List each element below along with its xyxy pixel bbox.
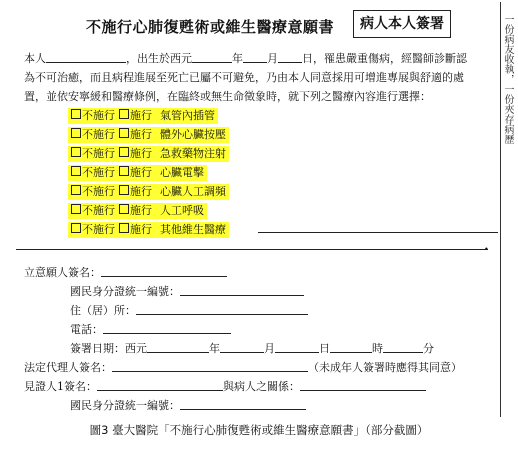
- do-label: 施行: [130, 166, 152, 179]
- intro-line-2: 為不可治癒，而且病程進展至死亡已屬不可避免，乃由本人同意採用可增進專展與舒適的處: [24, 71, 464, 84]
- not-do-label: 不施行: [82, 223, 115, 236]
- agent-note: （未成年人簽署時應得其同意）: [308, 361, 462, 374]
- option-row: [68, 184, 229, 200]
- sign-day-field[interactable]: [275, 341, 319, 353]
- relation-label: 與病人之關係：: [223, 380, 300, 393]
- do-checkbox[interactable]: [119, 204, 129, 214]
- witness-id-label: 國民身分證統一編號：: [70, 399, 180, 412]
- do-checkbox[interactable]: [119, 185, 129, 195]
- not-do-checkbox[interactable]: [71, 147, 81, 157]
- option-row: [68, 222, 229, 238]
- divider-line: [16, 249, 488, 250]
- other-treatment-blank[interactable]: [258, 232, 498, 233]
- treatment-item-label: 心臟電擊: [160, 166, 204, 179]
- do-checkbox[interactable]: [119, 166, 129, 176]
- agent-label: 法定代理人簽名：: [24, 361, 112, 374]
- divider-dot: •: [484, 245, 489, 254]
- intro-text: 日，罹患嚴重傷病，經醫師診斷認: [302, 52, 467, 65]
- sign-minute-field[interactable]: [383, 341, 423, 353]
- do-label: 施行: [130, 185, 152, 198]
- not-do-checkbox[interactable]: [71, 128, 81, 138]
- witness-field[interactable]: [97, 379, 223, 391]
- not-do-label: 不施行: [82, 128, 115, 141]
- not-do-label: 不施行: [82, 204, 115, 217]
- sign-hour-field[interactable]: [330, 341, 372, 353]
- not-do-checkbox[interactable]: [71, 185, 81, 195]
- address-label: 住（居）所：: [70, 304, 136, 317]
- not-do-checkbox[interactable]: [71, 166, 81, 176]
- id-field[interactable]: [180, 284, 304, 296]
- signature-type-box: 病人本人簽署: [353, 10, 451, 38]
- consent-form-document: [16, 2, 501, 417]
- not-do-label: 不施行: [82, 166, 115, 179]
- sign-month-field[interactable]: [220, 341, 264, 353]
- treatment-item-label: 體外心臟按壓: [160, 128, 226, 141]
- treatment-item-label: 心臟人工調頻: [160, 185, 226, 198]
- phone-row: [70, 321, 231, 337]
- id-label: 國民身分證統一編號：: [70, 285, 180, 298]
- option-row: [68, 108, 218, 124]
- intro-line-1: [24, 50, 467, 66]
- not-do-checkbox[interactable]: [71, 109, 81, 119]
- do-label: 施行: [130, 109, 152, 122]
- option-row: [68, 127, 229, 143]
- id-row: [70, 283, 304, 299]
- do-checkbox[interactable]: [119, 109, 129, 119]
- do-label: 施行: [130, 204, 152, 217]
- year-label: 年: [209, 342, 220, 355]
- not-do-label: 不施行: [82, 185, 115, 198]
- intro-text: 本人: [24, 52, 46, 65]
- not-do-checkbox[interactable]: [71, 223, 81, 233]
- witness-id-field[interactable]: [180, 398, 306, 410]
- minute-label: 分: [423, 342, 434, 355]
- agent-row: [24, 359, 462, 375]
- signer-field[interactable]: [101, 265, 227, 277]
- hour-label: 時: [372, 342, 383, 355]
- day-label: 日: [319, 342, 330, 355]
- phone-field[interactable]: [103, 322, 231, 334]
- sign-year-field[interactable]: [147, 341, 209, 353]
- address-row: [70, 302, 308, 318]
- witness-label: 見證人1簽名：: [24, 380, 97, 393]
- date-row: [70, 340, 434, 356]
- figure-caption: 圖3 臺大醫院「不施行心肺復甦術或維生醫療意願書」（部分截圖）: [89, 423, 429, 437]
- do-label: 施行: [130, 223, 152, 236]
- do-label: 施行: [130, 128, 152, 141]
- treatment-item-label: 其他維生醫療: [160, 223, 226, 236]
- form-title: 不施行心肺復甦術或維生醫療意願書: [86, 18, 335, 36]
- agent-field[interactable]: [112, 360, 308, 372]
- intro-line-3: 置，並依安寧緩和醫療條例，在臨終或無生命徵象時，就下列之醫療內容進行選擇：: [24, 90, 431, 103]
- option-row: [68, 203, 207, 219]
- witness-id-row: [70, 397, 306, 413]
- treatment-item-label: 氣管內插管: [160, 109, 215, 122]
- phone-label: 電話：: [70, 323, 103, 336]
- address-field[interactable]: [136, 303, 308, 315]
- witness-row: [24, 378, 426, 394]
- treatment-item-label: 人工呼吸: [160, 204, 204, 217]
- relation-field[interactable]: [300, 379, 426, 391]
- date-label: 簽署日期：西元: [70, 342, 147, 355]
- intro-text: ，出生於西元: [126, 52, 192, 65]
- signer-row: [24, 264, 227, 280]
- intro-text: 年: [232, 52, 243, 65]
- birth-day-blank[interactable]: [278, 51, 302, 63]
- birth-year-blank[interactable]: [192, 51, 232, 63]
- option-row: [68, 165, 207, 181]
- signer-label: 立意願人簽名：: [24, 266, 101, 279]
- intro-text: 月: [267, 52, 278, 65]
- do-label: 施行: [130, 147, 152, 160]
- birth-month-blank[interactable]: [243, 51, 267, 63]
- month-label: 月: [264, 342, 275, 355]
- not-do-label: 不施行: [82, 147, 115, 160]
- treatment-item-label: 急救藥物注射: [160, 147, 226, 160]
- do-checkbox[interactable]: [119, 223, 129, 233]
- name-blank[interactable]: [46, 51, 126, 63]
- not-do-checkbox[interactable]: [71, 204, 81, 214]
- side-note: 一份病友收執，一份夾存病歷: [502, 14, 513, 144]
- do-checkbox[interactable]: [119, 128, 129, 138]
- do-checkbox[interactable]: [119, 147, 129, 157]
- not-do-label: 不施行: [82, 109, 115, 122]
- option-row: [68, 146, 229, 162]
- form-header: [16, 10, 500, 40]
